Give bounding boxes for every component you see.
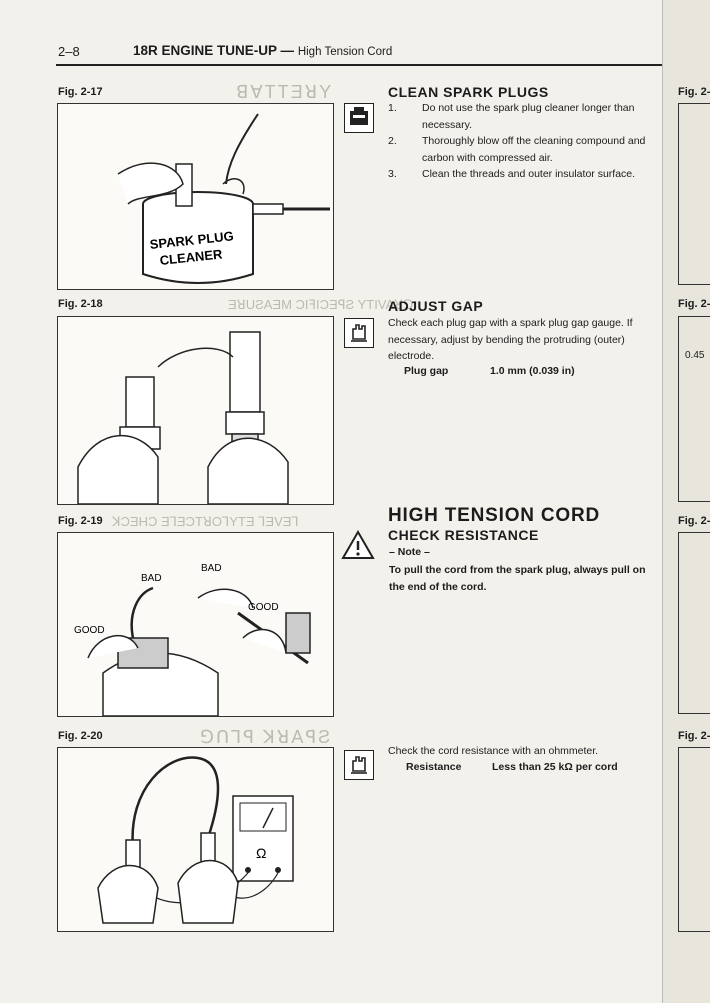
adjacent-figure-frame [678,103,710,285]
adjust-gap-text: Check each plug gap with a spark plug gap gauge. If necessary, adjust by bending the protruding (outer) electrode. [388,317,633,362]
step-text: Thoroughly blow off the cleaning compound and carbon with compressed air. [422,135,646,164]
list-item [388,100,662,133]
gap-gauge-illustration [58,317,333,504]
plug-gap-spec [404,365,575,377]
adjacent-measure: 0.45 [685,350,705,361]
page-title-main: 18R ENGINE TUNE-UP [133,43,277,58]
hand-icon [344,318,374,348]
tool-icon [344,103,374,133]
bad-label-left: BAD [141,573,162,584]
cord-removal-illustration [58,533,333,716]
ohm-symbol: Ω [256,845,267,861]
subheading-check-resistance: CHECK RESISTANCE [388,527,539,543]
page-number: 2–8 [58,44,80,59]
adjacent-fig-label: Fig. 2- [678,515,710,527]
bleed-through-text: ꓘƆƎHƆ ƎꓶƎƆTꓤOꓶYTƎ ꓶƎVƎꓶ [112,514,299,529]
section-heading-high-tension-cord: HIGH TENSION CORD [388,505,601,526]
can-label-1: SPARK PLUG [149,228,235,253]
bad-label-right: BAD [201,563,222,574]
step-number: 2. [388,135,397,147]
header-rule [56,64,662,66]
figure-ohmmeter [57,747,334,932]
figure-gap-gauge [57,316,334,505]
figure-label: Fig. 2-17 [58,86,103,98]
adjacent-fig-label: Fig. 2- [678,86,710,98]
bleed-through-text: ƎꓤUƧAƎM ƆIꟻIƆƎꟼƧ YTIVAꓤꓨ [228,297,414,312]
page-title [133,43,392,58]
figure-label: Fig. 2-19 [58,515,103,527]
good-label-right: GOOD [248,602,279,613]
adjacent-page-strip [662,0,710,1003]
adjacent-figure-frame [678,747,710,932]
adjacent-fig-label: Fig. 2- [678,298,710,310]
page-subtitle: High Tension Cord [297,46,393,58]
section-heading-adjust-gap: ADJUST GAP [388,298,484,314]
can-label-2: CLEANER [158,246,224,268]
bleed-through-text: ꓭ∀TTƎꓤY [236,82,334,102]
resistance-spec [406,761,618,773]
list-item [388,166,662,183]
adjacent-fig-label: Fig. 2- [678,730,710,742]
adjacent-figure-frame [678,532,710,714]
spec-label: Plug gap [404,365,449,377]
spark-plug-cleaner-illustration [58,104,333,289]
figure-spark-plug-cleaner [57,103,334,290]
note-label: – Note – [389,546,430,558]
step-text: Do not use the spark plug cleaner longer than necessary. [422,102,635,131]
good-label-left: GOOD [74,625,105,636]
step-number: 1. [388,102,397,114]
bleed-through-text: ꓨꓵꓶꟼ ꓘꓤAꟼƧ [200,727,333,747]
title-dash: — [280,43,295,58]
spec-value: Less than 25 kΩ per cord [492,761,618,773]
resistance-check-text: Check the cord resistance with an ohmmeter. [388,745,599,757]
spec-value: 1.0 mm (0.039 in) [490,365,575,377]
spec-label: Resistance [406,761,462,773]
figure-label: Fig. 2-20 [58,730,103,742]
ohmmeter-illustration [58,748,333,931]
figure-label: Fig. 2-18 [58,298,103,310]
step-number: 3. [388,168,397,180]
section-heading-clean-spark-plugs: CLEAN SPARK PLUGS [388,84,549,100]
figure-cord-removal [57,532,334,717]
warning-icon [341,530,375,560]
step-text: Clean the threads and outer insulator surface. [422,168,636,180]
hand-icon [344,750,374,780]
list-item [388,133,662,166]
adjacent-figure-frame [678,316,710,502]
clean-steps-list [388,100,662,183]
note-text: To pull the cord from the spark plug, always pull on the end of the cord. [389,564,646,593]
